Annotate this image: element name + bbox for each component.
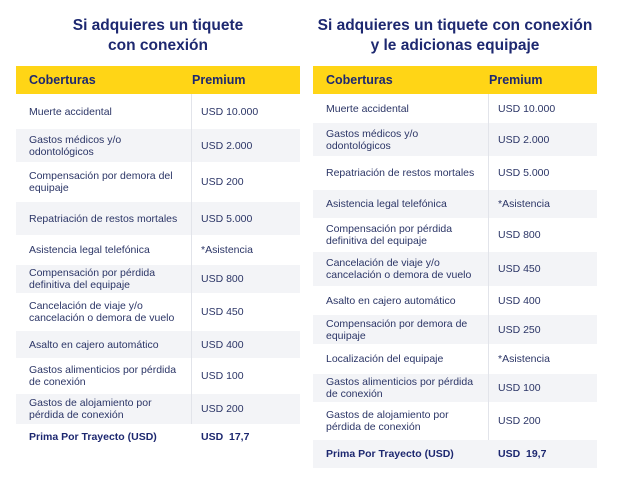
table-row	[16, 94, 300, 129]
row-value: USD 10.000	[498, 102, 556, 115]
row-value: *Asistencia	[201, 244, 253, 256]
row-value: USD 2.000	[201, 139, 253, 152]
panel-title-line1: Si adquieres un tiquete	[72, 17, 244, 34]
row-value: USD 200	[201, 403, 244, 415]
row-coverage: Cancelación de viaje y/o cancelación o demora de vuelo	[313, 252, 489, 286]
row-coverage: Compensación por pérdida definitiva del equipaje	[313, 218, 489, 252]
row-coverage: Gastos médicos y/o odontológicos	[313, 123, 489, 156]
table-row	[313, 156, 597, 190]
total-value: USD 19,7	[498, 448, 547, 460]
row-value: USD 400	[498, 294, 541, 307]
table-row	[16, 235, 300, 265]
table-row	[16, 129, 300, 162]
panel-title	[16, 0, 300, 66]
table-header	[313, 66, 597, 94]
panel-title-line2: con conexión	[108, 37, 208, 54]
table-row	[313, 344, 597, 374]
row-coverage: Asalto en cajero automático	[313, 286, 489, 315]
coverage-panel-connection-baggage	[313, 0, 597, 468]
row-value: USD 5.000	[201, 212, 253, 225]
table-row	[313, 286, 597, 315]
panel-title	[313, 0, 597, 66]
table-row	[313, 218, 597, 252]
table-header	[16, 66, 300, 94]
row-coverage: Asistencia legal telefónica	[16, 235, 192, 265]
row-coverage: Repatriación de restos mortales	[16, 202, 192, 235]
header-plan: Premium	[489, 73, 543, 87]
table-row	[313, 374, 597, 402]
header-plan: Premium	[192, 73, 246, 87]
table-row	[16, 331, 300, 358]
table-row	[16, 265, 300, 293]
row-coverage: Gastos alimenticios por pérdida de conexión	[16, 358, 192, 394]
row-value: USD 800	[201, 273, 244, 285]
row-coverage: Asalto en cajero automático	[16, 331, 192, 358]
row-coverage: Repatriación de restos mortales	[313, 156, 489, 190]
row-value: *Asistencia	[498, 198, 550, 210]
row-coverage: Muerte accidental	[16, 94, 192, 129]
panel-title-line2: y le adicionas equipaje	[370, 37, 540, 54]
table-row	[16, 358, 300, 394]
row-value: USD 2.000	[498, 133, 550, 146]
row-coverage: Cancelación de viaje y/o cancelación o demora de vuelo	[16, 293, 192, 331]
row-value: USD 5.000	[498, 167, 550, 179]
header-coverage: Coberturas	[29, 73, 96, 87]
row-value: USD 200	[498, 415, 541, 427]
row-coverage: Muerte accidental	[313, 94, 489, 123]
row-coverage: Compensación por demora de equipaje	[313, 315, 489, 344]
total-row	[16, 424, 300, 449]
row-coverage: Gastos de alojamiento por pérdida de conexión	[313, 402, 489, 440]
row-value: USD 400	[201, 338, 244, 351]
row-value: USD 10.000	[201, 105, 259, 118]
coverage-panel-connection	[16, 0, 300, 449]
table-row	[313, 94, 597, 123]
table-row	[16, 202, 300, 235]
header-coverage: Coberturas	[326, 73, 393, 87]
table-row	[313, 402, 597, 440]
row-value: USD 100	[498, 382, 541, 394]
total-value: USD 17,7	[201, 430, 250, 443]
total-label: Prima Por Trayecto (USD)	[29, 430, 157, 443]
table-row	[313, 315, 597, 344]
row-coverage: Gastos alimenticios por pérdida de conexión	[313, 374, 489, 402]
total-label: Prima Por Trayecto (USD)	[326, 448, 454, 460]
row-value: USD 800	[498, 229, 541, 241]
row-coverage: Compensación por demora del equipaje	[16, 162, 192, 202]
table-row	[16, 293, 300, 331]
row-coverage: Compensación por pérdida definitiva del equipaje	[16, 265, 192, 293]
row-value: USD 200	[201, 176, 244, 188]
total-row	[313, 440, 597, 468]
row-value: *Asistencia	[498, 353, 550, 365]
row-coverage: Gastos de alojamiento por pérdida de conexión	[16, 394, 192, 424]
table-row	[313, 190, 597, 218]
table-row	[16, 394, 300, 424]
table-row	[313, 123, 597, 156]
row-value: USD 250	[498, 323, 541, 336]
row-coverage: Asistencia legal telefónica	[313, 190, 489, 218]
panel-title-line1: Si adquieres un tiquete con conexión	[317, 17, 593, 34]
row-value: USD 100	[201, 370, 244, 382]
table-row	[16, 162, 300, 202]
row-value: USD 450	[498, 263, 541, 275]
table-row	[313, 252, 597, 286]
row-value: USD 450	[201, 306, 244, 318]
row-coverage: Gastos médicos y/o odontológicos	[16, 129, 192, 162]
row-coverage: Localización del equipaje	[313, 344, 489, 374]
